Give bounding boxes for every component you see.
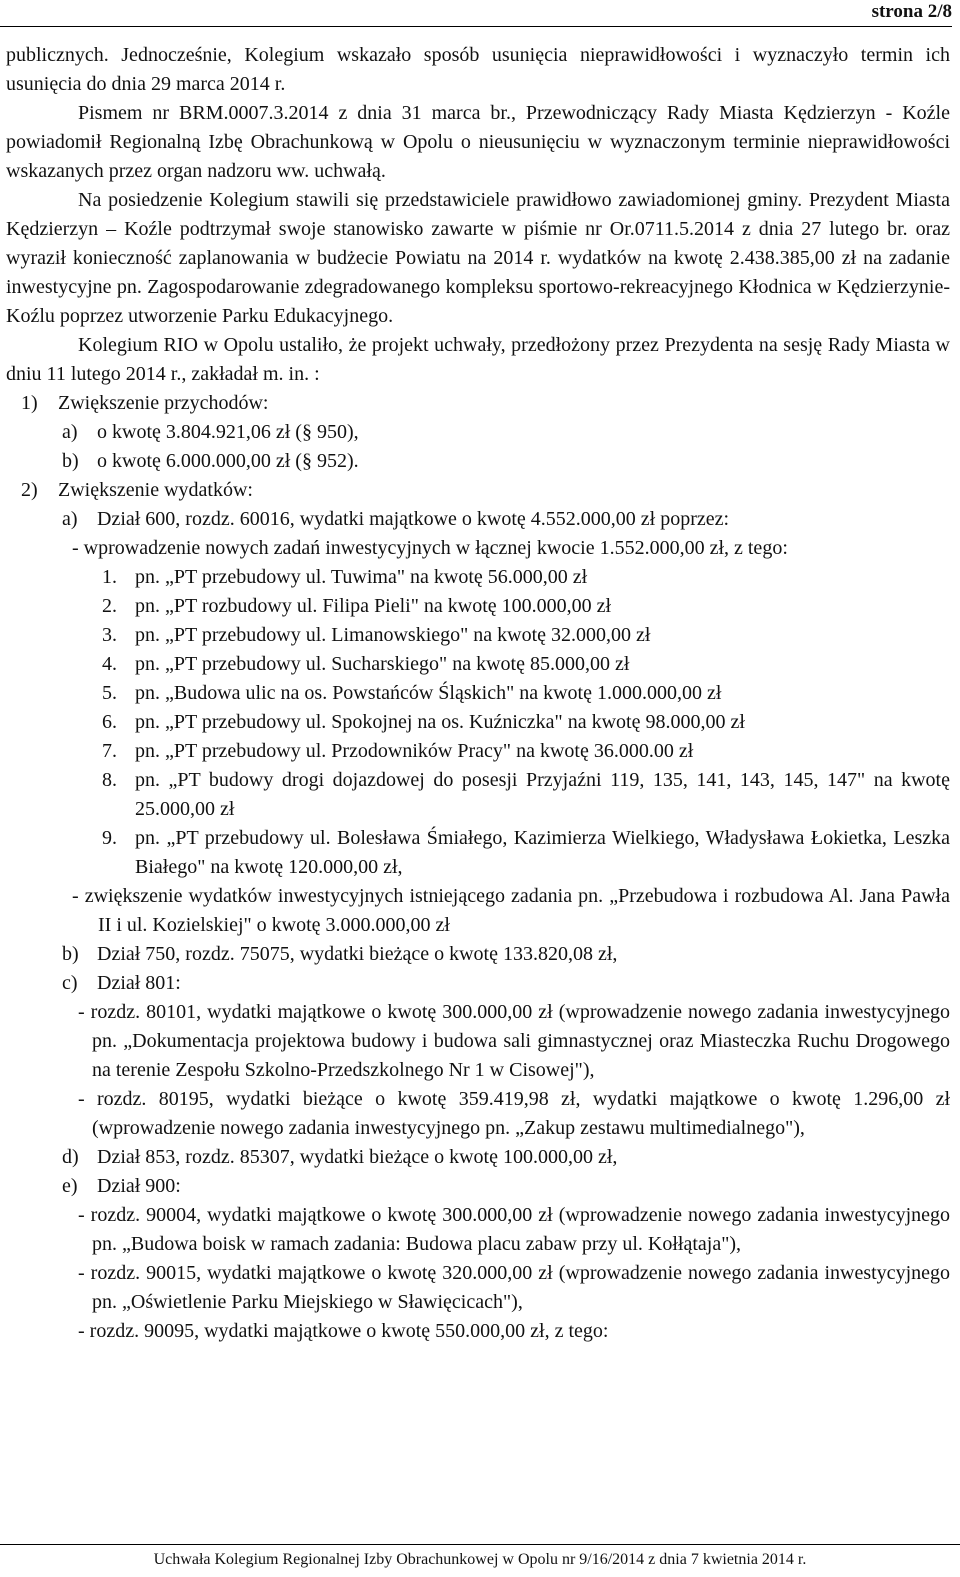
task-item bbox=[6, 708, 950, 737]
task-item-number: 7. bbox=[102, 740, 117, 762]
list-subitem: b) o kwotę 6.000.000,00 zł (§ 952). bbox=[62, 450, 359, 472]
document-body bbox=[6, 41, 950, 1346]
dash-item: - rozdz. 90095, wydatki majątkowe o kwotę 550.000,00 zł, z tego: bbox=[78, 1320, 609, 1342]
dash-item: - rozdz. 80195, wydatki bieżące o kwotę 359.419,98 zł, wydatki majątkowe o kwotę 1.296,00 zł (wprowadzenie nowego zadania inwestycyjnego pn. „Zakup zestawu multimedialnego"), bbox=[78, 1088, 950, 1139]
task-item-number: 3. bbox=[102, 624, 117, 646]
task-item-text: pn. „PT przebudowy ul. Sucharskiego" na kwotę 85.000,00 zł bbox=[135, 653, 630, 675]
task-item-text: pn. „Budowa ulic na os. Powstańców Śląskich" na kwotę 1.000.000,00 zł bbox=[135, 682, 722, 704]
task-item bbox=[6, 563, 950, 592]
dash-item: - zwiększenie wydatków inwestycyjnych istniejącego zadania pn. „Przebudowa i rozbudowa Al. Jana Pawła II i ul. Kozielskiej" o kwotę 3.000.000,00 zł bbox=[72, 885, 950, 936]
task-item-number: 5. bbox=[102, 682, 117, 704]
list-subitem: c) Dział 801: bbox=[62, 972, 181, 994]
task-item-number: 9. bbox=[102, 827, 117, 849]
task-item bbox=[6, 766, 950, 824]
task-item-text: pn. „PT przebudowy ul. Limanowskiego" na kwotę 32.000,00 zł bbox=[135, 624, 651, 646]
list-subitem: a) Dział 600, rozdz. 60016, wydatki majątkowe o kwotę 4.552.000,00 zł poprzez: bbox=[62, 508, 730, 530]
task-item-text: pn. „PT budowy drogi dojazdowej do posesji Przyjaźni 119, 135, 141, 143, 145, 147" na kwotę 25.000,00 zł bbox=[135, 769, 950, 820]
paragraph-letter: Pismem nr BRM.0007.3.2014 z dnia 31 marca br., Przewodniczący Rady Miasta Kędzierzyn - Koźle powiadomił Regionalną Izbę Obrachunkową w Opolu o nieusunięciu w wyznaczonym terminie nieprawidłowości wskazanych przez organ nadzoru ww. uchwałą. bbox=[6, 102, 950, 182]
task-item-number: 1. bbox=[102, 566, 117, 588]
task-item bbox=[6, 650, 950, 679]
task-item-number: 2. bbox=[102, 595, 117, 617]
page-number: strona 2/8 bbox=[0, 0, 952, 27]
task-item-number: 6. bbox=[102, 711, 117, 733]
task-item bbox=[6, 592, 950, 621]
dash-item: - rozdz. 80101, wydatki majątkowe o kwotę 300.000,00 zł (wprowadzenie nowego zadania inwestycyjnego pn. „Dokumentacja projektowa budowy i budowa sali gimnastycznej oraz Miasteczka Ruchu Drogowego na terenie Zespołu Szkolno-Przedszkolnego Nr 1 w Cisowej"), bbox=[78, 1001, 950, 1081]
paragraph-findings: Kolegium RIO w Opolu ustaliło, że projekt uchwały, przedłożony przez Prezydenta na sesję Rady Miasta w dniu 11 lutego 2014 r., zakładał m. in. : bbox=[6, 334, 950, 385]
task-item-text: pn. „PT przebudowy ul. Tuwima" na kwotę 56.000,00 zł bbox=[135, 566, 588, 588]
task-item-number: 4. bbox=[102, 653, 117, 675]
task-item-text: pn. „PT przebudowy ul. Przodowników Pracy" na kwotę 36.000.00 zł bbox=[135, 740, 694, 762]
paragraph-session: Na posiedzenie Kolegium stawili się przedstawiciele prawidłowo zawiadomionej gminy. Prezydent Miasta Kędzierzyn – Koźle podtrzymał swoje stanowisko zawarte w piśmie nr Or.0711.5.2014 z dnia 27 lutego br. oraz wyraził konieczność zaplanowania w budżecie Powiatu na 2014 r. wydatków na kwotę 2.438.385,00 zł na zadanie inwestycyjne pn. Zagospodarowanie zdegradowanego kompleksu sportowo-rekreacyjnego Kłodnica w Kędzierzynie-Koźlu poprzez utworzenie Parku Edukacyjnego. bbox=[6, 189, 950, 327]
list-subitem: b) Dział 750, rozdz. 75075, wydatki bieżące o kwotę 133.820,08 zł, bbox=[62, 943, 618, 965]
task-item bbox=[6, 621, 950, 650]
task-item bbox=[6, 824, 950, 882]
paragraph-continuation: publicznych. Jednocześnie, Kolegium wskazało sposób usunięcia nieprawidłowości i wyznaczyło termin ich usunięcia do dnia 29 marca 2014 r. bbox=[6, 44, 950, 95]
task-item-text: pn. „PT rozbudowy ul. Filipa Pieli" na kwotę 100.000,00 zł bbox=[135, 595, 612, 617]
list-subitem: a) o kwotę 3.804.921,06 zł (§ 950), bbox=[62, 421, 359, 443]
task-item-text: pn. „PT przebudowy ul. Spokojnej na os. Kuźniczka" na kwotę 98.000,00 zł bbox=[135, 711, 745, 733]
list-item-income: 1) Zwiększenie przychodów: bbox=[21, 392, 269, 414]
page-footer: Uchwała Kolegium Regionalnej Izby Obrachunkowej w Opolu nr 9/16/2014 z dnia 7 kwietnia 2014 r. bbox=[0, 1544, 960, 1571]
list-subitem: d) Dział 853, rozdz. 85307, wydatki bieżące o kwotę 100.000,00 zł, bbox=[62, 1146, 618, 1168]
task-item bbox=[6, 679, 950, 708]
task-item-text: pn. „PT przebudowy ul. Bolesława Śmiałego, Kazimierza Wielkiego, Władysława Łokietka, Leszka Białego" na kwotę 120.000,00 zł, bbox=[135, 827, 950, 878]
list-subitem: e) Dział 900: bbox=[62, 1175, 181, 1197]
task-item bbox=[6, 737, 950, 766]
dash-item: - rozdz. 90015, wydatki majątkowe o kwotę 320.000,00 zł (wprowadzenie nowego zadania inwestycyjnego pn. „Oświetlenie Parku Miejskiego w Sławięcicach"), bbox=[78, 1262, 950, 1313]
dash-item: - rozdz. 90004, wydatki majątkowe o kwotę 300.000,00 zł (wprowadzenie nowego zadania inwestycyjnego pn. „Budowa boisk w ramach zadania: Budowa placu zabaw przy ul. Kołłątaja"), bbox=[78, 1204, 950, 1255]
dash-item: - wprowadzenie nowych zadań inwestycyjnych w łącznej kwocie 1.552.000,00 zł, z tego: bbox=[72, 537, 788, 559]
task-list bbox=[6, 563, 950, 882]
task-item-number: 8. bbox=[102, 769, 117, 791]
list-item-expenses: 2) Zwiększenie wydatków: bbox=[21, 479, 253, 501]
